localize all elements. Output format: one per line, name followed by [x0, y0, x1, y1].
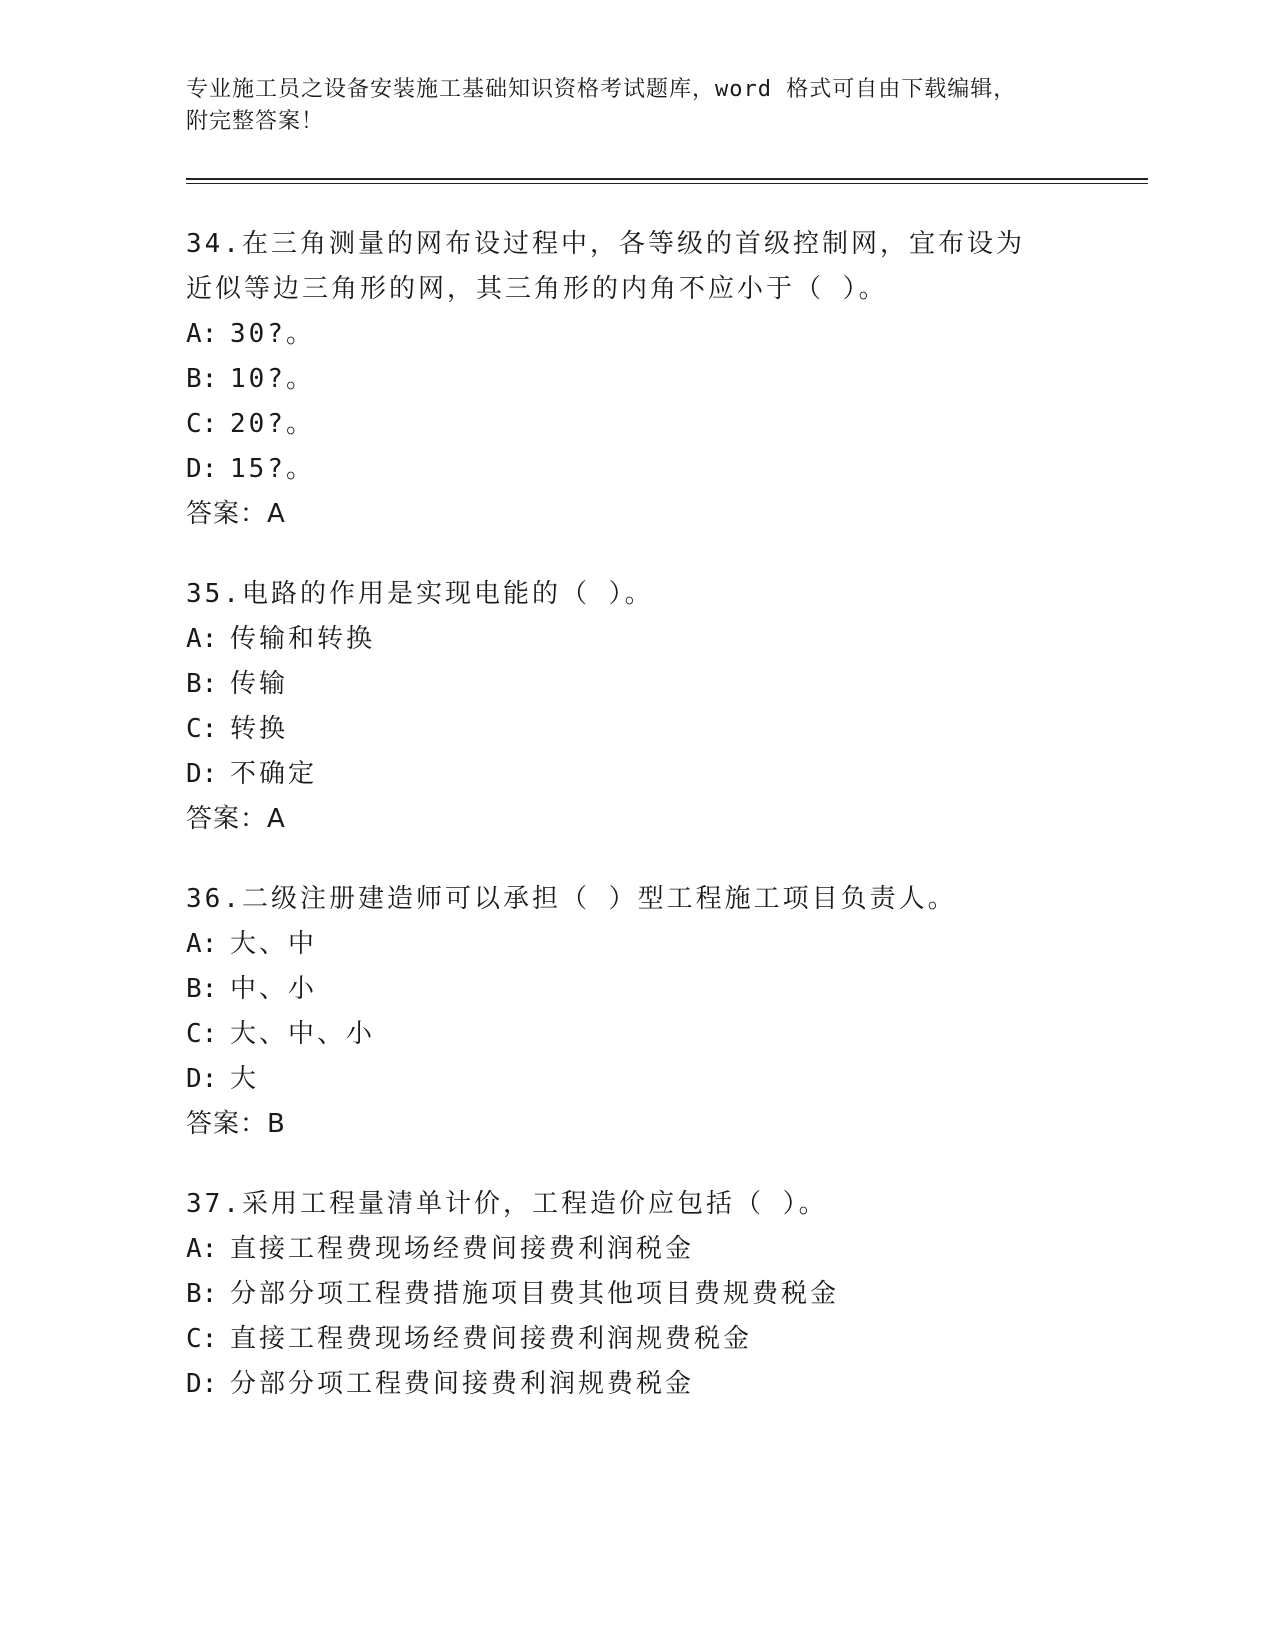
option-c: C: 大、中、小	[186, 1019, 376, 1049]
answer-label: 答案：A	[186, 499, 286, 529]
option-c: C: 20?。	[186, 409, 315, 439]
question-37	[186, 1182, 1146, 1407]
option-a: A: 30?。	[186, 319, 315, 349]
header-line-2: 附完整答案！	[186, 109, 325, 134]
document-header	[186, 74, 1086, 138]
option-a: A: 直接工程费现场经费间接费利润税金	[186, 1234, 695, 1264]
answer-label: 答案：A	[186, 804, 286, 834]
option-a: A: 大、中	[186, 929, 318, 959]
option-b: B: 10?。	[186, 364, 315, 394]
question-35	[186, 572, 1146, 842]
question-36	[186, 877, 1146, 1147]
option-d: D: 分部分项工程费间接费利润规费税金	[186, 1369, 695, 1399]
option-b: B: 中、小	[186, 974, 318, 1004]
option-d: D: 大	[186, 1064, 260, 1094]
option-b: B: 分部分项工程费措施项目费其他项目费规费税金	[186, 1279, 840, 1309]
question-stem: 37.采用工程量清单计价，工程造价应包括（ ）。	[186, 1189, 828, 1219]
option-c: C: 转换	[186, 714, 289, 744]
question-stem: 36.二级注册建造师可以承担（ ）型工程施工项目负责人。	[186, 884, 957, 914]
option-c: C: 直接工程费现场经费间接费利润规费税金	[186, 1324, 753, 1354]
option-b: B: 传输	[186, 669, 289, 699]
question-34	[186, 222, 1146, 537]
option-a: A: 传输和转换	[186, 624, 376, 654]
option-d: D: 15?。	[186, 454, 315, 484]
question-stem: 35.电路的作用是实现电能的（ ）。	[186, 579, 654, 609]
answer-label: 答案：B	[186, 1109, 286, 1139]
header-line-1: 专业施工员之设备安装施工基础知识资格考试题库，word 格式可自由下载编辑，	[186, 77, 1017, 102]
question-stem: 34.在三角测量的网布设过程中，各等级的首级控制网，宜布设为近似等边三角形的网，其三角形的内角不应小于（ ）。	[186, 229, 1025, 304]
header-divider	[186, 178, 1148, 184]
option-d: D: 不确定	[186, 759, 318, 789]
